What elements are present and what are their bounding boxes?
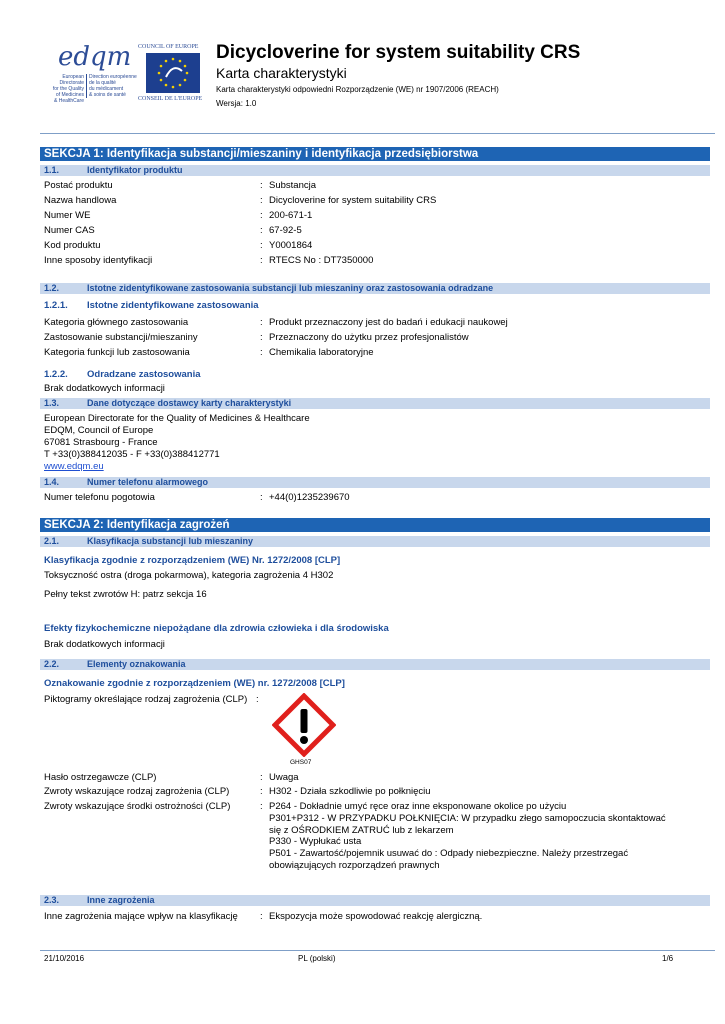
section-title: SEKCJA 2: Identyfikacja zagrożeń: [44, 519, 230, 531]
other-hazards-value: Ekspozycja może spowodować reakcję alergiczną.: [269, 911, 483, 922]
row-label: Kategoria głównego zastosowania: [44, 317, 189, 328]
section-title: SEKCJA 1: Identyfikacja substancji/mieszaniny i identyfikacja przedsiębiorstwa: [44, 148, 479, 160]
council-of-europe-logo: [138, 44, 210, 106]
subsection-title: Inne zagrożenia: [87, 895, 155, 905]
colon: :: [260, 210, 263, 221]
edqm-line: de la qualité: [89, 80, 116, 86]
clp-classification-text: Toksyczność ostra (droga pokarmowa), kategoria zagrożenia 4 H302: [44, 570, 334, 581]
colon: :: [260, 801, 263, 812]
signal-word-value: Uwaga: [269, 772, 299, 783]
emergency-phone-label: Numer telefonu pogotowia: [44, 492, 155, 503]
subsection-1-1: [40, 165, 710, 176]
subsection-title: Numer telefonu alarmowego: [87, 477, 209, 487]
colon: :: [260, 225, 263, 236]
precautionary-statements-label: Zwroty wskazujące środki ostrożności (CLP): [44, 801, 231, 812]
document-subtitle: Karta charakterystyki: [216, 65, 347, 81]
precautionary-line: P501 - Zawartość/pojemnik usuwać do : Odpady niebezpieczne. Należy przestrzegać: [269, 848, 629, 860]
row-label: Zastosowanie substancji/mieszaniny: [44, 332, 198, 343]
subsection-title: Elementy oznakowania: [87, 659, 186, 669]
hazard-statements-value: H302 - Działa szkodliwie po połknięciu: [269, 786, 431, 797]
subsection-number: 1.3.: [44, 398, 60, 408]
subsection-1-4: [40, 477, 710, 488]
subsection-title: Istotne zidentyfikowane zastosowania: [87, 300, 259, 311]
council-of-europe-stars-icon: [146, 53, 200, 93]
row-value: 67-92-5: [269, 225, 302, 236]
supplier-website-link[interactable]: www.edqm.eu: [44, 461, 104, 472]
address-line: EDQM, Council of Europe: [44, 425, 154, 436]
precautionary-line: P330 - Wypłukać usta: [269, 836, 362, 848]
regulation-text: Karta charakterystyki odpowiedni Rozporządzenie (WE) nr 1907/2006 (REACH): [216, 85, 499, 94]
subsection-1-3: [40, 398, 710, 409]
pictogram-code: GHS07: [290, 759, 312, 766]
row-label: Numer WE: [44, 210, 91, 221]
header-divider: [40, 133, 715, 134]
coe-top-text: COUNCIL OF EUROPE: [138, 44, 199, 50]
subsection-title: Istotne zidentyfikowane zastosowania substancji lub mieszaniny oraz zastosowania odradzane: [87, 283, 494, 293]
subsection-number: 2.2.: [44, 659, 60, 669]
row-value: Y0001864: [269, 240, 313, 251]
subsection-number: 1.2.2.: [44, 369, 68, 380]
colon: :: [260, 255, 263, 266]
row-label: Kod produktu: [44, 240, 101, 251]
other-hazards-label: Inne zagrożenia mające wpływ na klasyfikację: [44, 911, 238, 922]
subsection-title: Identyfikator produktu: [87, 165, 183, 175]
clp-classification-heading: Klasyfikacja zgodnie z rozporządzeniem (WE) Nr. 1272/2008 [CLP]: [44, 555, 341, 566]
subsection-title: Klasyfikacja substancji lub mieszaniny: [87, 536, 254, 546]
colon: :: [260, 492, 263, 503]
subsection-title: Odradzane zastosowania: [87, 369, 201, 380]
edqm-line: Direction européenne: [89, 74, 137, 80]
exclamation-mark-diamond-icon: [272, 693, 336, 757]
colon: :: [260, 786, 263, 797]
row-value: Substancja: [269, 180, 317, 191]
edqm-line: for the Quality: [52, 86, 84, 92]
no-info-text: Brak dodatkowych informacji: [44, 383, 165, 394]
subsection-title: Dane dotyczące dostawcy karty charakterystyki: [87, 398, 292, 408]
coe-bottom-text: CONSEIL DE L'EUROPE: [138, 96, 203, 102]
colon: :: [260, 317, 263, 328]
subsection-number: 1.2.1.: [44, 300, 68, 311]
effects-heading: Efekty fizykochemiczne niepożądane dla zdrowia człowieka i dla środowiska: [44, 623, 389, 634]
row-label: Inne sposoby identyfikacji: [44, 255, 153, 266]
precautionary-line: P301+P312 - W PRZYPADKU POŁKNIĘCIA: W przypadku złego samopoczucia skontaktować: [269, 812, 666, 824]
row-value: 200-671-1: [269, 210, 313, 221]
precautionary-line: P264 - Dokładnie umyć ręce oraz inne eksponowane okolice po użyciu: [269, 801, 567, 812]
colon: :: [260, 180, 263, 191]
document-title: Dicycloverine for system suitability CRS: [216, 42, 581, 63]
edqm-lines-right: [89, 74, 137, 98]
edqm-line: du médicament: [89, 86, 124, 92]
edqm-line: of Medicines: [55, 92, 84, 98]
signal-word-label: Hasło ostrzegawcze (CLP): [44, 772, 157, 783]
colon: :: [260, 332, 263, 343]
row-label: Kategoria funkcji lub zastosowania: [44, 347, 190, 358]
row-label: Postać produktu: [44, 180, 113, 191]
edqm-line: & HealthCare: [53, 98, 84, 104]
footer-language: PL (polski): [298, 954, 336, 963]
row-label: Numer CAS: [44, 225, 95, 236]
row-label: Nazwa handlowa: [44, 195, 117, 206]
subsection-2-2: [40, 659, 710, 670]
row-value: Chemikalia laboratoryjne: [269, 347, 374, 358]
colon: :: [260, 911, 263, 922]
subsection-number: 2.1.: [44, 536, 60, 546]
address-line: T +33(0)388412035 - F +33(0)388412771: [44, 449, 220, 460]
row-value: Produkt przeznaczony jest do badań i edukacji naukowej: [269, 317, 508, 328]
subsection-number: 2.3.: [44, 895, 60, 905]
subsection-1-2-1: [44, 300, 259, 312]
precautionary-line: obowiązujących rozporządzeń prawnych: [269, 859, 440, 871]
subsection-number: 1.2.: [44, 283, 60, 293]
subsection-1-2-2: [44, 369, 201, 381]
colon: :: [260, 772, 263, 783]
logo-divider: [86, 74, 87, 98]
subsection-2-3: [40, 895, 710, 906]
footer-date: 21/10/2016: [44, 954, 85, 963]
footer-divider: [40, 950, 715, 951]
edqm-lines-left: [40, 74, 84, 104]
address-line: 67081 Strasbourg - France: [44, 437, 158, 448]
colon: :: [256, 694, 259, 705]
subsection-number: 1.4.: [44, 477, 60, 487]
version-text: Wersja: 1.0: [216, 99, 257, 108]
pictogram-label: Piktogramy określające rodzaj zagrożenia (CLP): [44, 694, 248, 705]
footer-page-number: 1/6: [662, 954, 674, 963]
precautionary-line: się z OŚRODKIEM ZATRUĆ lub z lekarzem: [269, 824, 454, 836]
section-2-header: [40, 518, 710, 532]
edqm-line: & soins de santé: [89, 92, 126, 98]
row-value: RTECS No : DT7350000: [269, 255, 374, 266]
effects-text: Brak dodatkowych informacji: [44, 639, 165, 650]
edqm-logo-text: edqm: [58, 42, 132, 72]
edqm-logo: [40, 40, 137, 106]
colon: :: [260, 195, 263, 206]
colon: :: [260, 347, 263, 358]
emergency-phone-value: +44(0)1235239670: [269, 492, 350, 503]
colon: :: [260, 240, 263, 251]
full-text-reference: Pełny tekst zwrotów H: patrz sekcja 16: [44, 589, 207, 600]
section-1-header: [40, 147, 710, 161]
supplier-address: [44, 413, 310, 473]
row-value: Przeznaczony do użytku przez profesjonalistów: [269, 332, 469, 343]
subsection-1-2: [40, 283, 710, 294]
precautionary-statements-list: [269, 801, 666, 872]
subsection-number: 1.1.: [44, 165, 60, 175]
subsection-2-1: [40, 536, 710, 547]
hazard-statements-label: Zwroty wskazujące rodzaj zagrożenia (CLP): [44, 786, 230, 797]
row-value: Dicycloverine for system suitability CRS: [269, 195, 437, 206]
labelling-heading: Oznakowanie zgodnie z rozporządzeniem (WE) nr. 1272/2008 [CLP]: [44, 678, 345, 689]
address-line: European Directorate for the Quality of Medicines & Healthcare: [44, 413, 310, 424]
edqm-line: European Directorate: [59, 74, 84, 86]
